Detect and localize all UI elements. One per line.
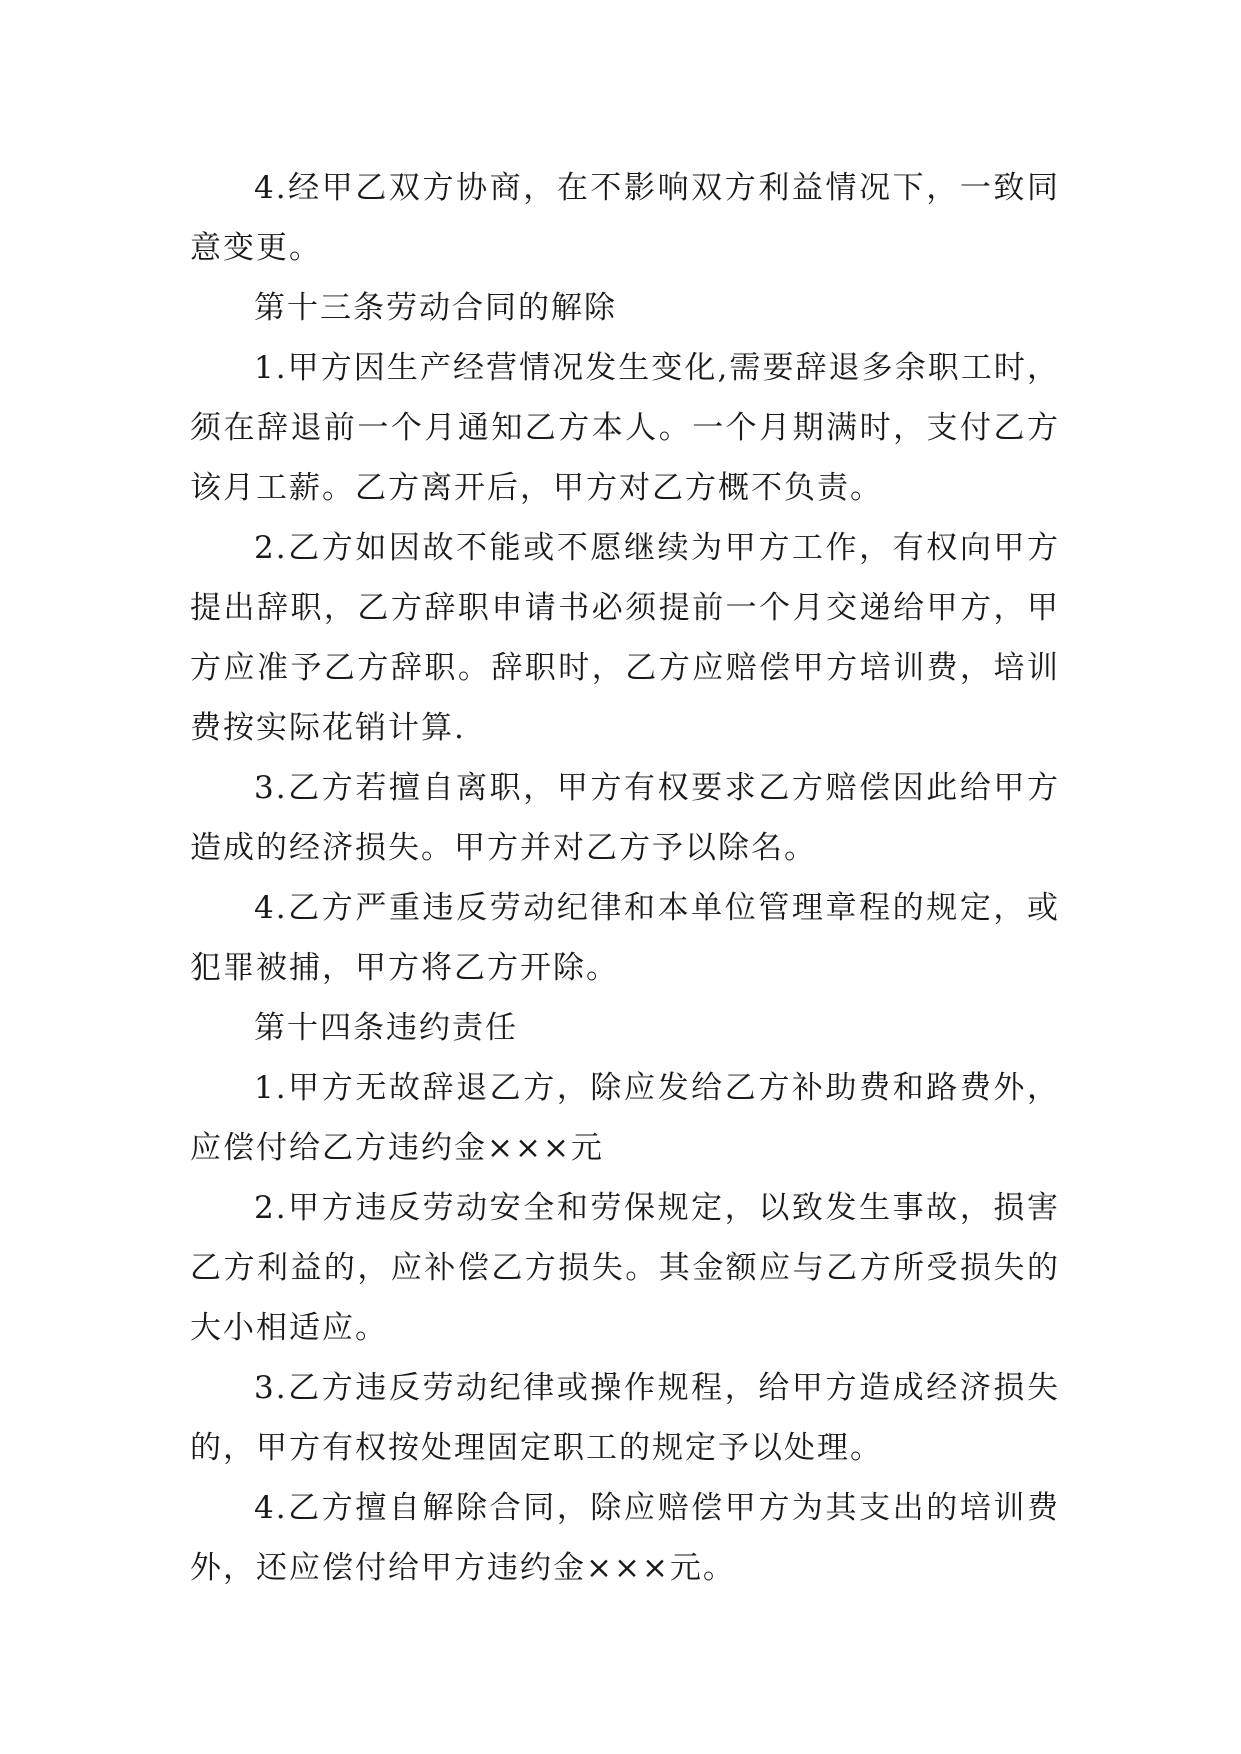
clause-14-item-1: 1.甲方无故辞退乙方，除应发给乙方补助费和路费外，应偿付给乙方违约金×××元 [190,1070,1060,1166]
article-13-heading: 第十三条劳动合同的解除 [254,290,617,326]
clause-13-item-3: 3.乙方若擅自离职，甲方有权要求乙方赔偿因此给甲方造成的经济损失。甲方并对乙方予以除名。 [190,770,1060,866]
clause-14-item-2: 2.甲方违反劳动安全和劳保规定，以致发生事故，损害乙方利益的，应补偿乙方损失。其金额应与乙方所受损失的大小相适应。 [190,1190,1060,1346]
clause-13-item-2: 2.乙方如因故不能或不愿继续为甲方工作，有权向甲方提出辞职，乙方辞职申请书必须提前一个月交递给甲方，甲方应准予乙方辞职。辞职时，乙方应赔偿甲方培训费，培训费按实际花销计算. [190,530,1060,746]
document-page [190,158,1060,1598]
clause-14-item-4: 4.乙方擅自解除合同，除应赔偿甲方为其支出的培训费外，还应偿付给甲方违约金×××元。 [190,1490,1060,1586]
article-14-heading: 第十四条违约责任 [254,1010,518,1046]
clause-12-item-4: 4.经甲乙双方协商，在不影响双方利益情况下，一致同意变更。 [190,170,1060,266]
clause-13-item-1: 1.甲方因生产经营情况发生变化,需要辞退多余职工时，须在辞退前一个月通知乙方本人。一个月期满时，支付乙方该月工薪。乙方离开后，甲方对乙方概不负责。 [190,350,1060,506]
clause-14-item-3: 3.乙方违反劳动纪律或操作规程，给甲方造成经济损失的，甲方有权按处理固定职工的规定予以处理。 [190,1370,1060,1466]
clause-13-item-4: 4.乙方严重违反劳动纪律和本单位管理章程的规定，或犯罪被捕，甲方将乙方开除。 [190,890,1060,986]
